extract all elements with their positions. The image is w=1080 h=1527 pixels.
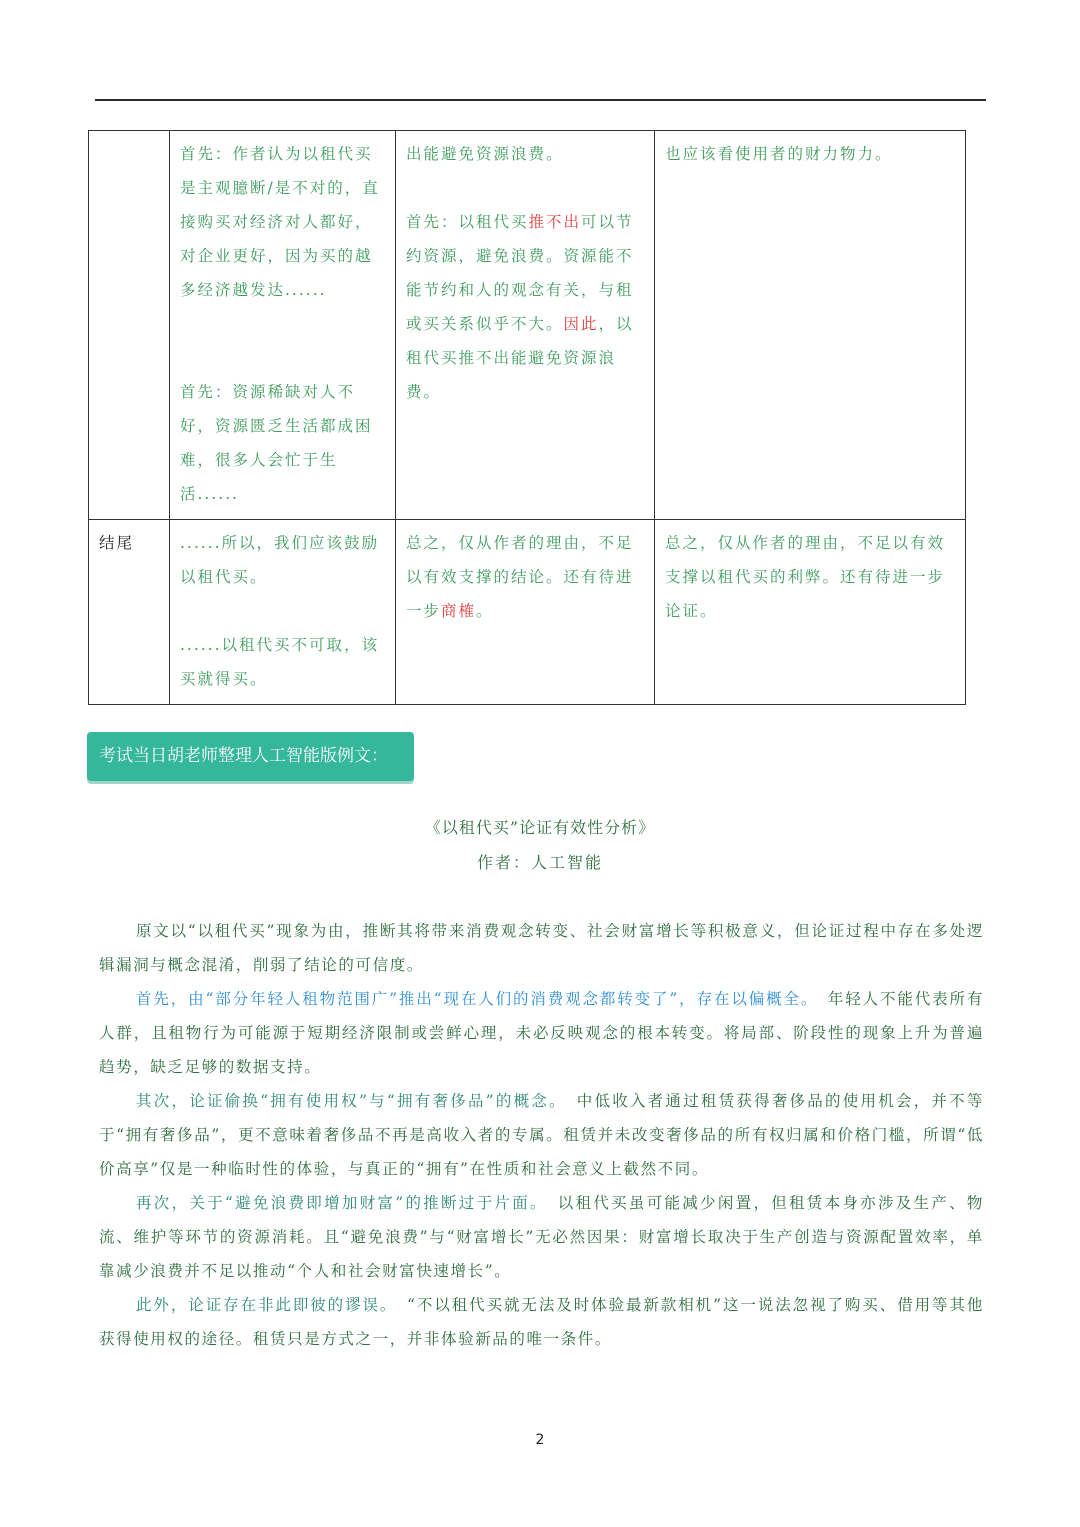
cell-text (406, 526, 644, 628)
topic-sentence: 再次，关于“避免浪费即增加财富”的推断过于片面。 (136, 1194, 540, 1212)
row-label: 结尾 (89, 520, 170, 705)
cell-text: 出能避免资源浪费。 (406, 145, 564, 163)
table-cell (170, 520, 396, 705)
paragraph-body: 以租代买虽可能减少闲置，但租赁本身亦涉及生产、物流、维护等环节的资源消耗。且“避免浪费”与“财富增长”无必然因果：财富增长取决于生产创造与资源配置效率，单靠减少浪费并不足以推动“个人和社会财富快速增长”。 (99, 1194, 984, 1280)
header-rule (95, 99, 986, 101)
essay-body (99, 914, 984, 1356)
topic-sentence: 此外，论证存在非此即彼的谬误。 (136, 1296, 390, 1314)
text-run: 可以节约资源，避免浪费。资源能不能节约和人的观念有关，与租或买关系似乎不大。 (406, 213, 634, 333)
table-row (89, 520, 966, 705)
table-cell (655, 520, 966, 705)
cell-text: ......以租代买不可取，该买就得买。 (180, 636, 380, 688)
topic-sentence: 首先，由“部分年轻人租物范围广”推出“现在人们的消费观念都转变了”，存在以偏概全。 (136, 990, 811, 1008)
paragraph-body: 年轻人不能代表所有人群，且租物行为可能源于短期经济限制或尝鲜心理，未必反映观念的根本转变。将局部、阶段性的现象上升为普遍趋势，缺乏足够的数据支持。 (99, 990, 984, 1076)
row-label (89, 131, 170, 520)
highlight-text: 因此 (563, 315, 599, 333)
page-number: 2 (535, 1432, 545, 1448)
topic-sentence: 其次，论证偷换“拥有使用权”与“拥有奢侈品”的概念。 (136, 1092, 560, 1110)
highlight-text: 商榷 (441, 602, 477, 620)
cell-text: 首先：资源稀缺对人不好，资源匮乏生活都成困难，很多人会忙于生活...... (180, 383, 373, 503)
text-run: 。 (476, 602, 494, 620)
highlight-text: 推不出 (528, 213, 582, 231)
cell-text: 总之，仅从作者的理由，不足以有效支撑以租代买的利弊。还有待进一步论证。 (665, 534, 946, 620)
paragraph (99, 982, 984, 1084)
essay-title: 《以租代买”论证有效性分析》 (424, 818, 656, 837)
paragraph (99, 1084, 984, 1186)
paragraph-body: 中低收入者通过租赁获得奢侈品的使用机会，并不等于“拥有奢侈品”，更不意味着奢侈品不再是高收入者的专属。租赁并未改变奢侈品的所有权归属和价格门槛，所谓“低价高享”仅是一种临时性的体验，与真正的“拥有”在性质和社会意义上截然不同。 (99, 1092, 984, 1178)
table-cell (655, 131, 966, 520)
section-banner: 考试当日胡老师整理人工智能版例文： (87, 732, 414, 781)
text-run: 总之，仅从作者的理由，不足以有效支撑的结论。还有待进一步 (406, 534, 634, 620)
paragraph-body: “不以租代买就无法及时体验最新款相机”这一说法忽视了购买、借用等其他获得使用权的途径。租赁只是方式之一，并非体验新品的唯一条件。 (99, 1296, 984, 1348)
cell-text (406, 205, 644, 409)
cell-text: ......所以，我们应该鼓励以租代买。 (180, 534, 380, 586)
table-cell (396, 131, 655, 520)
paragraph: 原文以“以租代买”现象为由，推断其将带来消费观念转变、社会财富增长等积极意义，但论证过程中存在多处逻辑漏洞与概念混淆，削弱了结论的可信度。 (99, 922, 984, 974)
paragraph (99, 1186, 984, 1288)
paragraph (99, 1288, 984, 1356)
text-run: 首先：以租代买 (406, 213, 529, 231)
table-cell (396, 520, 655, 705)
table-row (89, 131, 966, 520)
cell-text: 也应该看使用者的财力物力。 (665, 145, 893, 163)
table-cell (170, 131, 396, 520)
comparison-table (88, 130, 966, 705)
cell-text: 首先：作者认为以租代买是主观臆断/是不对的，直接购买对经济对人都好，对企业更好，因为买的越多经济越发达...... (180, 145, 380, 299)
essay-author: 作者：人工智能 (476, 853, 603, 872)
text-run: ，以租代买推不出能避免资源浪费。 (406, 315, 634, 401)
